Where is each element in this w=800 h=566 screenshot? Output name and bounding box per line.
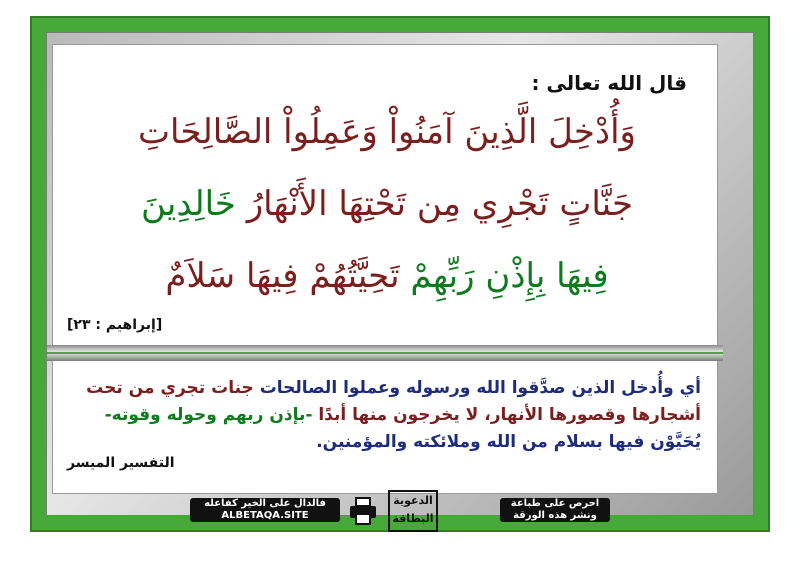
section-divider [47,345,723,361]
footer-print-box [500,498,610,522]
footer-bar [190,488,610,534]
verse-line-2-highlight: خَالِدِينَ [141,184,236,224]
verse-line-2 [71,184,703,224]
footer-print-line-1: احرص على طباعة [510,498,600,509]
footer-print-line-2: ونشر هذه الورقة [513,510,597,521]
verse-line-2-text: جَنَّاتٍ تَجْرِي مِن تَحْتِهَا الأَنْهَارُ [235,184,633,224]
tafsir-source: التفسير الميسر [67,455,175,471]
footer-site-caption: فالدال على الخير كفاعله [204,498,326,509]
footer-site-box[interactable] [190,498,340,522]
card-frame [30,16,770,532]
printer-icon [348,496,378,526]
tafsir-part-1: أي وأُدخل الذين صدَّقوا الله ورسوله وعملوا الصالحات [253,378,701,398]
verse-reference: [إبراهيم : ٢٣] [67,317,163,333]
verse-intro: قال الله تعالى : [531,71,687,95]
verse-line-3 [71,256,703,296]
albetaqa-logo: الدعوية البطاقة [388,490,438,532]
tafsir-part-4: يُحَيَّوْن فيها بسلام من الله وملائكته والمؤمنين. [316,432,701,452]
verse-line-3-text: فِيهَا بِإِذْنِ رَبِّهِمْ [399,256,609,296]
verse-line-3-highlight: تَحِيَّتُهُمْ فِيهَا سَلاَمٌ [165,256,400,296]
card-panel [52,44,718,494]
footer-site-url: ALBETAQA.SITE [221,510,309,521]
tafsir-part-2: جنات تجري من تحت أشجارها وقصورها الأنهار، لا يخرجون منها أبدًا [86,378,701,425]
verse-line-1-text: وَأُدْخِلَ الَّذِينَ آمَنُواْ وَعَمِلُواْ الصَّالِحَاتِ [138,112,636,152]
verse-line-1 [71,112,703,152]
tafsir-text [63,375,701,456]
tafsir-part-3: -بإذن ربهم وحوله وقوته- [104,405,319,425]
